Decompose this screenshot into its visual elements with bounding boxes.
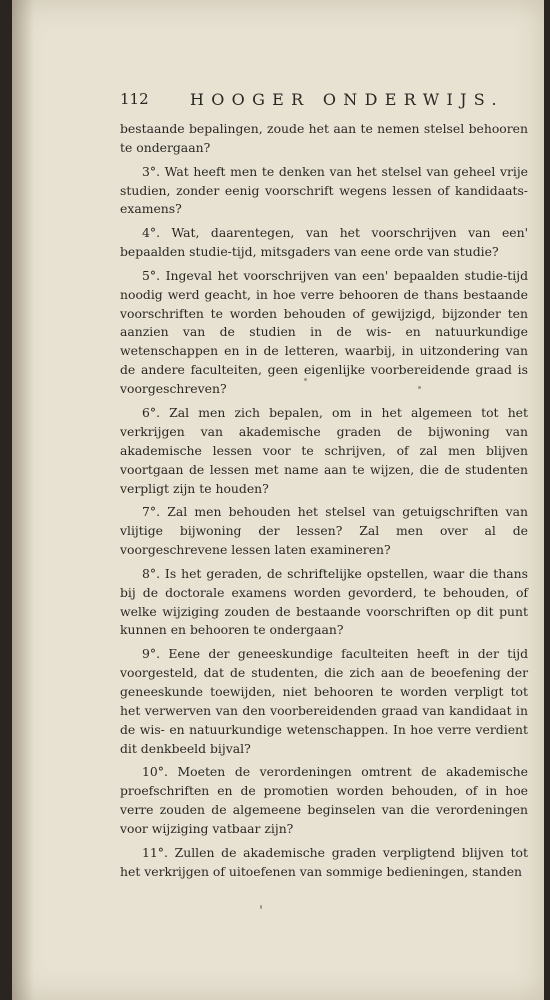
paragraph-question-7: 7°. Zal men behouden het stelsel van getuigschriften van vlijtige bijwoning der lessen? Zal men over al de voorgeschrevene lessen laten examineren? <box>120 504 528 558</box>
paragraph-question-11: 11°. Zullen de akademische graden verpligtend blijven tot het verkrijgen of uitoefenen van sommige bedieningen, standen <box>120 844 528 879</box>
page-number: 112 <box>120 90 149 108</box>
running-head: HOOGER ONDERWIJS. <box>190 90 504 109</box>
page-header <box>120 90 504 114</box>
paragraph-question-10: 10°. Moeten de verordeningen omtrent de akademische proefschriften en de promotien worden behouden, of in hoe verre zouden de algemeene beginselen van die verordeningen voor wijziging vatbaar zijn? <box>120 764 528 837</box>
paragraph-question-3: 3°. Wat heeft men te denken van het stelsel van geheel vrije studien, zonder eenig voorschrift wegens lessen of kandidaats-examens? <box>120 163 528 217</box>
paragraph-question-6: 6°. Zal men zich bepalen, om in het algemeen tot het verkrijgen van akademische graden de bijwoning van akademische lessen voor te schrijven, of zal men blijven voortgaan de lessen met name aan te wijzen, die de studenten verpligt zijn te houden? <box>120 404 528 496</box>
paragraph-question-4: 4°. Wat, daarentegen, van het voorschrijven van een' bepaalden studie-tijd, mitsgaders van eene orde van studie? <box>120 225 528 260</box>
paragraph-question-8: 8°. Is het geraden, de schriftelijke opstellen, waar die thans bij de doctorale examens worden gevorderd, te behouden, of welke wijziging zouden de bestaande voorschriften op dit punt kunnen en behooren te ondergaan? <box>120 565 528 638</box>
paragraph-question-5: 5°. Ingeval het voorschrijven van een' bepaalden studie-tijd noodig werd geacht, in hoe verre behooren de thans bestaande voorschriften te worden behouden of gewijzigd, bijzonder ten aanzien van de studien in de wis- en natuurkundige wetenschappen en in de letteren, waarbij, in uitzondering van de andere faculteiten, geen eigenlijke voorbereidende graad is voorgeschreven? <box>120 267 528 397</box>
body-text <box>120 120 528 886</box>
paper-speck <box>304 378 307 381</box>
paper-speck <box>260 905 262 909</box>
page-gutter-shadow <box>12 0 34 1000</box>
paragraph-continued: bestaande bepalingen, zoude het aan te nemen stelsel behooren te ondergaan? <box>120 121 528 155</box>
book-page <box>12 0 544 1000</box>
paragraph-question-9: 9°. Eene der geneeskundige faculteiten heeft in der tijd voorgesteld, dat de studenten, die zich aan de beoefening der geneeskunde toewijden, niet behooren te worden verpligt tot het verwerven van den voorbereidenden graad van kandidaat in de wis- en natuurkundige wetenschappen. In hoe verre verdient dit denkbeeld bijval? <box>120 646 528 756</box>
paper-speck <box>418 386 421 389</box>
